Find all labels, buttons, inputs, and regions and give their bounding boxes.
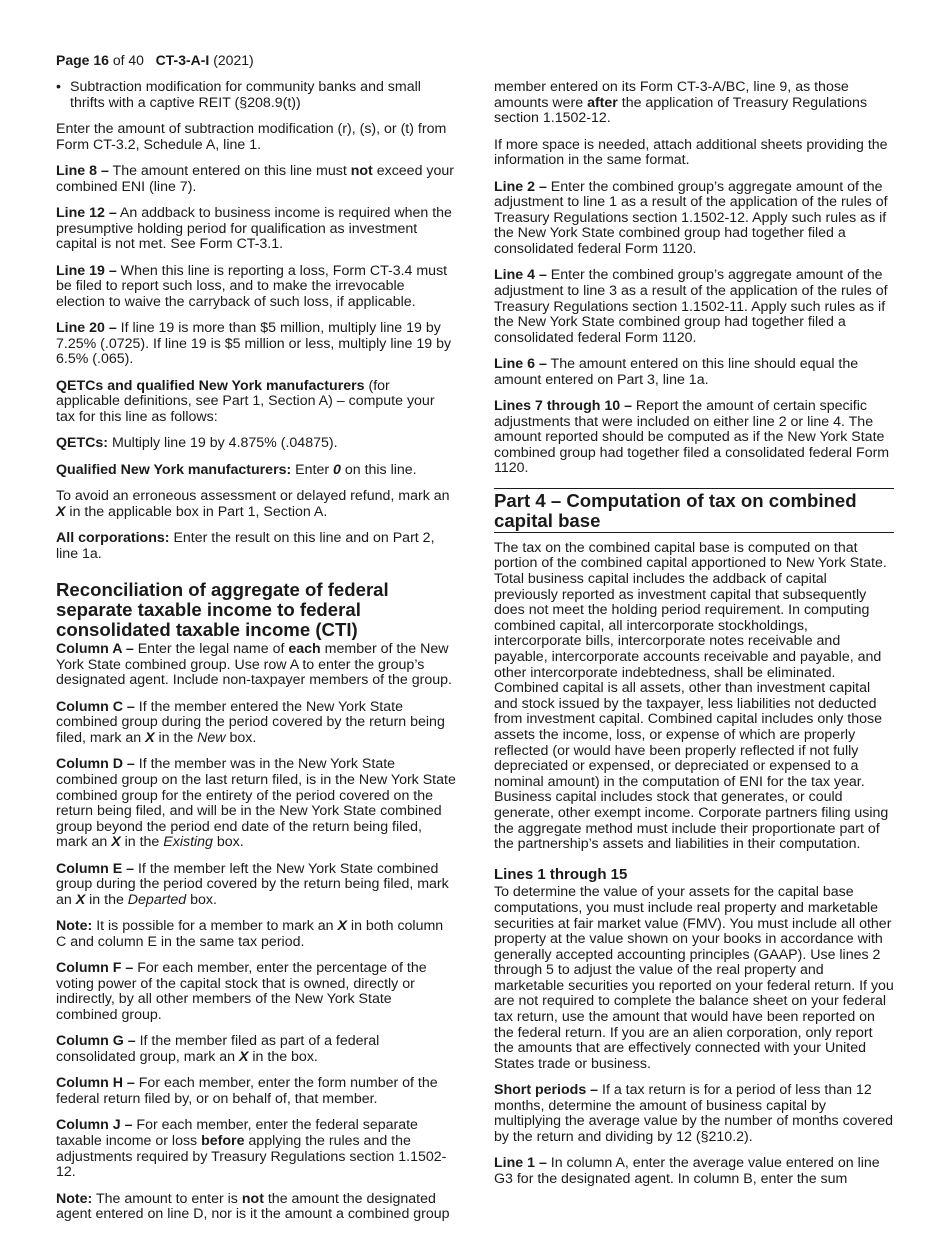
page-number: Page 16 <box>56 52 109 68</box>
paragraph-column-g: Column G – If the member filed as part of a federal consolidated group, mark an X in the box. <box>56 1033 380 1066</box>
paragraph-column-c: Column C – If the member entered the New York State combined group during the period covered by the return being filed, mark an X in the New box. <box>56 698 445 746</box>
paragraph-column-d: Column D – If the member was in the New York State combined group on the last return filed, is in the New York State combined group for the entirety of the period covered on the return being filed, and will be in the New York State combined group beyond the period end date of the return being filed, mark an X in the Existing box. <box>56 756 456 851</box>
paragraph-note-1: Note: It is possible for a member to mark an X in both column C and column E in the same tax period. <box>56 918 444 950</box>
paragraph-note-2: Note: The amount to enter is not the amount the designated agent entered on line D, nor is it the amount a combined group <box>56 1190 450 1223</box>
paragraph-line-8: Line 8 – The amount entered on this line must not exceed your combined ENI (line 7). <box>56 162 454 195</box>
paragraph-qetcs: QETCs: Multiply line 19 by 4.875% (.04875). <box>56 435 338 452</box>
paragraph-line-4: Line 4 – Enter the combined group’s aggregate amount of the adjustment to line 3 as a result of the application of the rules of Treasury Regulations section 1.1502-11. Apply such rules as if the New York State combined group had together filed a consolidated federal Form 1120. <box>494 267 888 346</box>
paragraph-enter-amount: Enter the amount of subtraction modification (r), (s), or (t) from Form CT-3.2, Schedule A, line 1. <box>56 120 447 153</box>
paragraph-line-19: Line 19 – When this line is reporting a loss, Form CT-3.4 must be filed to report such loss, and to make the irrevocable election to waive the carryback of such loss, if applicable. <box>56 262 448 310</box>
paragraph-column-h: Column H – For each member, enter the form number of the federal return filed by, or on behalf of, that member. <box>56 1075 438 1108</box>
paragraph-all-corporations: All corporations: Enter the result on this line and on Part 2, line 1a. <box>56 530 435 562</box>
bullet-icon: • <box>56 79 61 95</box>
paragraph-qnym: Qualified New York manufacturers: Enter 0 on this line. <box>56 461 417 478</box>
lines-1-15-heading: Lines 1 through 15 <box>494 865 628 883</box>
paragraph-lines-7-10: Lines 7 through 10 – Report the amount of certain specific adjustments that were included on either line 2 or line 4. The amount reported should be computed as if the New York State combined group had together filed a consolidated federal Form 1120. <box>494 398 890 477</box>
right-column <box>494 80 894 1198</box>
section-heading-reconciliation: Reconciliation of aggregate of federal separate taxable income to federal consolidated taxable income (CTI) <box>56 579 389 641</box>
bullet-item: • Subtraction modification for community banks and small thrifts with a captive REIT (§208.9(t)) <box>56 79 421 111</box>
paragraph-line-12: Line 12 – An addback to business income is required when the presumptive holding period for qualification as investment capital is not met. See Form CT-3.1. <box>56 204 452 253</box>
paragraph-column-j: Column J – For each member, enter the federal separate taxable income or loss before applying the rules and the adjustments required by Treasury Regulations section 1.1502-12. <box>56 1117 447 1181</box>
form-year: (2021) <box>213 52 254 68</box>
paragraph-short-periods: Short periods – If a tax return is for a period of less than 12 months, determine the amount of business capital by multiplying the average value by the number of months covered by the return and dividing by 12 (§210.2). <box>494 1082 894 1146</box>
left-column <box>56 80 456 1234</box>
paragraph-column-e: Column E – If the member left the New York State combined group during the period covered by the return being filed, mark an X in the Departed box. <box>56 860 449 908</box>
paragraph-avoid-assessment: To avoid an erroneous assessment or delayed refund, mark an X in the applicable box in Part 1, Section A. <box>56 488 450 520</box>
paragraph-line-2: Line 2 – Enter the combined group’s aggregate amount of the adjustment to line 1 as a result of the application of the rules of Treasury Regulations section 1.1502-12. Apply such rules as if the New York State combined group had together filed a consolidated federal Form 1120. <box>494 178 888 257</box>
part-4-heading: Part 4 – Computation of tax on combined capital base <box>494 488 894 533</box>
paragraph-line-1: Line 1 – In column A, enter the average value entered on line G3 for the designated agent. In column B, enter the sum <box>494 1155 880 1187</box>
page-total: of 40 <box>112 52 144 68</box>
paragraph-column-a: Column A – Enter the legal name of each member of the New York State combined group. Use row A to enter the group’s designated agent. Include non-taxpayer members of the group. <box>56 641 452 689</box>
paragraph-column-f: Column F – For each member, enter the percentage of the voting power of the capital stock that is owned, directly or indirectly, by all other members of the New York State combined group. <box>56 960 427 1024</box>
form-number: CT-3-A-I <box>155 52 210 68</box>
paragraph-part-4-body: The tax on the combined capital base is computed on that portion of the combined capital apportioned to New York State. Total business capital includes the addback of capital previously reported as investment capital that subsequently does not meet the holding period requirement. In computing combined capital, all intercorporate stockholdings, intercorporate bills, intercorporate notes receivable and payable, intercorporate accounts receivable and payable, and other intercorporate indebtedness, shall be eliminated. Combined capital is all assets, other than investment capital and stock issued by the taxpayer, less liabilities not deducted from investment capital. Combined capital includes only those assets the income, loss, or expense of which are properly reflected (or would have been properly reflected if not fully depreciated or expensed, or depreciated or expensed to a nominal amount) in the computation of ENI for the tax year. Business capital includes stock that generates, or could generate, other exempt income. Corporate partners filing using the aggregate method must include their proportionate part of the partnership’s assets and liabilities in their computation. <box>494 539 889 853</box>
paragraph-continued: member entered on its Form CT-3-A/BC, line 9, as those amounts were after the application of Treasury Regulations section 1.1502-12. <box>494 79 868 127</box>
paragraph-qetcs-intro: QETCs and qualified New York manufacturers (for applicable definitions, see Part 1, Section A) – compute your tax for this line as follows: <box>56 377 435 425</box>
paragraph-line-6: Line 6 – The amount entered on this line should equal the amount entered on Part 3, line 1a. <box>494 356 859 388</box>
paragraph-line-20: Line 20 – If line 19 is more than $5 million, multiply line 19 by 7.25% (.0725). If line 19 is $5 million or less, multiply line 19 by 6.5% (.065). <box>56 320 452 368</box>
paragraph-lines-1-15: To determine the value of your assets for the capital base computations, you must include real property and marketable securities at fair market value (FMV). You must include all other property at the value shown on your books in accordance with generally accepted accounting principles (GAAP). Use lines 2 through 5 to adjust the value of the real property and marketable securities you reported on your federal return. If you are not required to complete the balance sheet on your federal tax return, use the amount that would have been reported on the federal return. If you are an alien corporation, only report the amounts that are effectively connected with your United States trade or business. <box>494 884 894 1072</box>
paragraph-more-space: If more space is needed, attach additional sheets providing the information in the same format. <box>494 136 888 169</box>
page-header <box>56 52 254 68</box>
